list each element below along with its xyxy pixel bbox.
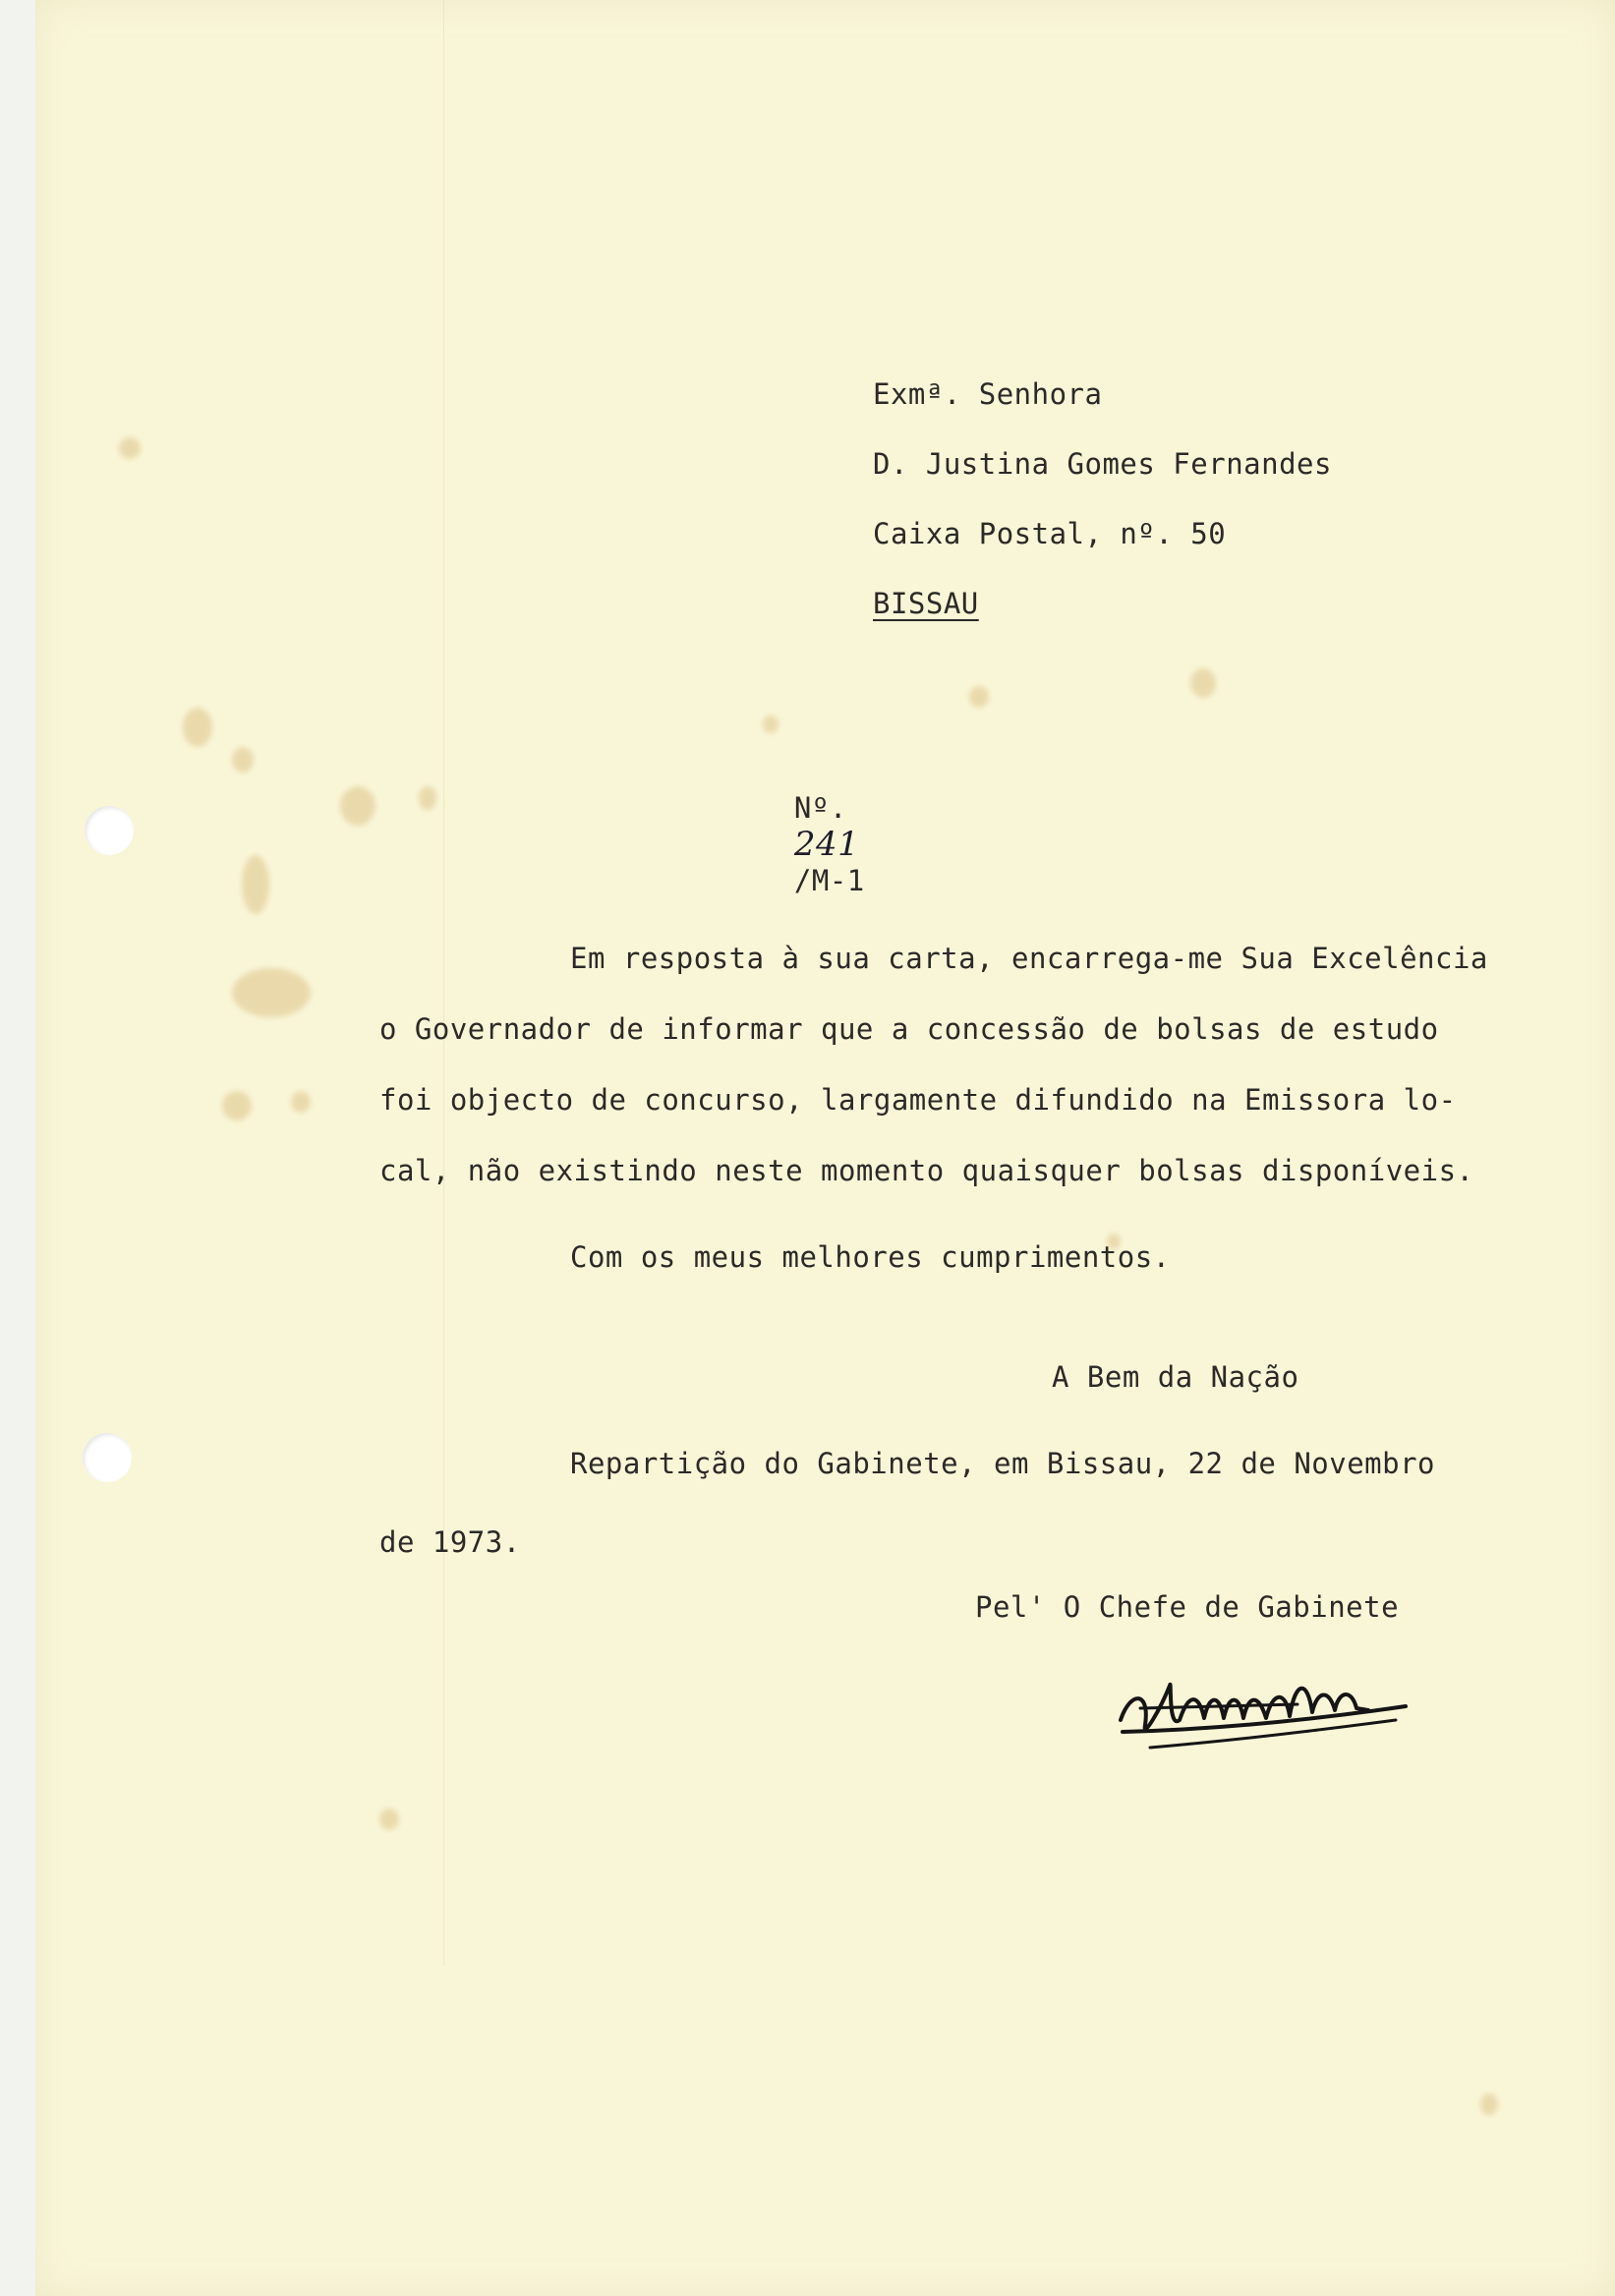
foxing-stain — [242, 855, 269, 914]
foxing-stain — [232, 968, 311, 1017]
reference-number: 241 — [793, 825, 860, 864]
foxing-stain — [419, 786, 436, 810]
place-date-line2: de 1973. — [379, 1525, 521, 1559]
recipient-address: Caixa Postal, nº. 50 — [873, 517, 1227, 550]
foxing-stain — [119, 437, 141, 459]
foxing-stain — [183, 708, 212, 747]
foxing-stain — [340, 786, 375, 826]
foxing-stain — [379, 1808, 399, 1830]
foxing-stain — [222, 1091, 252, 1120]
body-line: Em resposta à sua carta, encarrega-me Sua Excelência — [570, 942, 1488, 975]
foxing-stain — [232, 747, 254, 773]
reference-line — [759, 758, 865, 897]
scan-edge — [0, 0, 35, 2296]
signatory-title: Pel' O Chefe de Gabinete — [975, 1590, 1400, 1624]
reference-suffix: /M-1 — [793, 864, 865, 897]
recipient-salutation: Exmª. Senhora — [873, 377, 1103, 411]
foxing-stain — [1190, 668, 1216, 698]
punch-hole-bottom — [83, 1433, 132, 1482]
foxing-stain — [1480, 2094, 1498, 2115]
foxing-stain — [763, 716, 779, 733]
foxing-stain — [291, 1091, 311, 1113]
reference-prefix: Nº. — [793, 791, 847, 825]
body-line: cal, não existindo neste momento quaisquer bolsas disponíveis. — [379, 1154, 1474, 1187]
signature-icon — [1111, 1651, 1435, 1759]
punch-hole-top — [85, 806, 134, 855]
letter-sheet — [35, 0, 1615, 2296]
place-date-line1: Repartição do Gabinete, em Bissau, 22 de Novembro — [570, 1447, 1436, 1480]
body-line: o Governador de informar que a concessão de bolsas de estudo — [379, 1012, 1439, 1046]
recipient-name: D. Justina Gomes Fernandes — [873, 447, 1332, 481]
closing-line: Com os meus melhores cumprimentos. — [570, 1240, 1171, 1274]
recipient-city: BISSAU — [873, 587, 979, 620]
body-line: foi objecto de concurso, largamente difundido na Emissora lo- — [379, 1083, 1457, 1117]
motto: A Bem da Nação — [1052, 1360, 1299, 1394]
fold-line — [443, 0, 444, 1966]
foxing-stain — [969, 686, 989, 708]
